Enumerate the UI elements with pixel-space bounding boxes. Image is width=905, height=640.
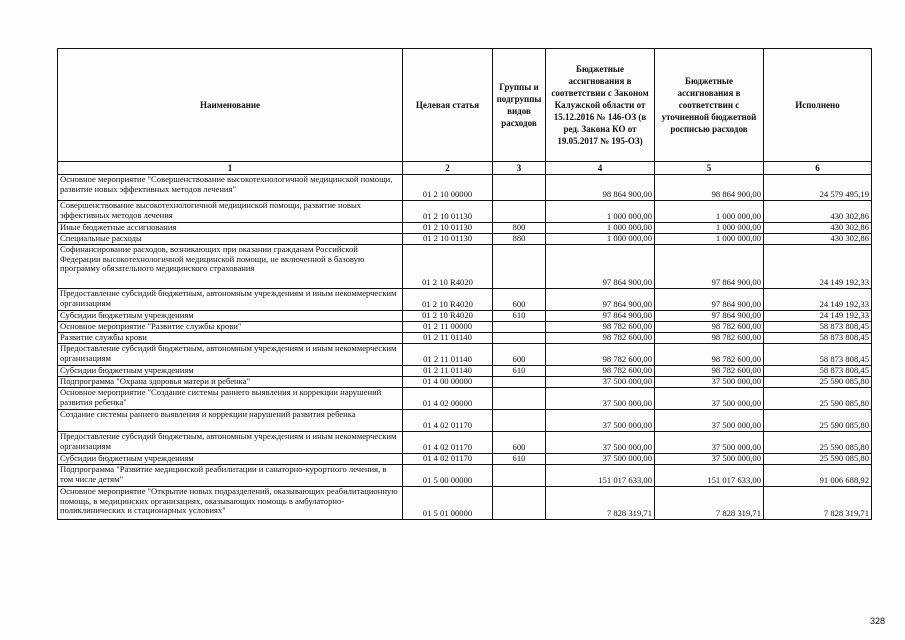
row-refined-allocation: 37 500 000,00 (655, 388, 764, 410)
row-law-allocation: 98 782 600,00 (546, 366, 655, 377)
table-row (58, 366, 872, 377)
table-row (58, 245, 872, 289)
table-row (58, 234, 872, 245)
row-law-allocation: 97 864 900,00 (546, 245, 655, 289)
row-refined-allocation: 37 500 000,00 (655, 377, 764, 388)
row-refined-allocation: 7 828 319,71 (655, 487, 764, 520)
column-number: 2 (403, 162, 493, 175)
row-refined-allocation: 97 864 900,00 (655, 245, 764, 289)
table-row (58, 388, 872, 410)
row-target-code: 01 2 10 R4020 (403, 289, 493, 311)
table-row (58, 487, 872, 520)
header-name: Наименование (58, 49, 403, 162)
row-target-code: 01 4 02 00000 (403, 388, 493, 410)
row-law-allocation: 37 500 000,00 (546, 454, 655, 465)
row-executed: 25 590 085,80 (764, 388, 872, 410)
row-executed: 7 828 319,71 (764, 487, 872, 520)
column-number: 1 (58, 162, 403, 175)
row-expense-group: 610 (493, 454, 546, 465)
row-name: Предоставление субсидий бюджетным, автономным учреждениям и иным некоммерческим организациям (58, 289, 403, 311)
row-expense-group: 600 (493, 344, 546, 366)
budget-table-sheet (57, 48, 872, 520)
row-name: Специальные расходы (58, 234, 403, 245)
row-target-code: 01 5 00 00000 (403, 465, 493, 487)
column-number: 5 (655, 162, 764, 175)
row-target-code: 01 4 02 01170 (403, 410, 493, 432)
row-name: Иные бюджетные ассигнования (58, 223, 403, 234)
table-row (58, 432, 872, 454)
row-refined-allocation: 98 782 600,00 (655, 333, 764, 344)
row-refined-allocation: 98 782 600,00 (655, 344, 764, 366)
row-law-allocation: 97 864 900,00 (546, 311, 655, 322)
row-name: Предоставление субсидий бюджетным, автономным учреждениям и иным некоммерческим организациям (58, 344, 403, 366)
row-target-code: 01 4 00 00000 (403, 377, 493, 388)
table-row (58, 223, 872, 234)
row-executed: 58 873 808,45 (764, 366, 872, 377)
table-row (58, 322, 872, 333)
row-executed: 25 590 085,80 (764, 410, 872, 432)
row-law-allocation: 98 782 600,00 (546, 333, 655, 344)
row-name: Создание системы раннего выявления и коррекции нарушений развития ребенка (58, 410, 403, 432)
row-refined-allocation: 1 000 000,00 (655, 234, 764, 245)
column-number-row (58, 162, 872, 175)
row-name: Основное мероприятие "Открытие новых подразделений, оказывающих реабилитационную помощь, в медицинских организациях, оказывающих помощь в амбулаторно-поликлинических и стационарных условиях" (58, 487, 403, 520)
row-law-allocation: 7 828 319,71 (546, 487, 655, 520)
row-executed: 58 873 808,45 (764, 333, 872, 344)
row-refined-allocation: 97 864 900,00 (655, 311, 764, 322)
row-law-allocation: 1 000 000,00 (546, 223, 655, 234)
header-law-allocations: Бюджетные ассигнования в соответствии с Законом Калужской области от 15.12.2016 № 146-ОЗ (в ред. Закона КО от 19.05.2017 № 195-ОЗ) (546, 49, 655, 162)
row-law-allocation: 98 782 600,00 (546, 344, 655, 366)
table-row (58, 377, 872, 388)
row-name: Основное мероприятие "Создание системы раннего выявления и коррекции нарушений развития ребенка" (58, 388, 403, 410)
row-expense-group: 600 (493, 432, 546, 454)
header-target-article: Целевая статья (403, 49, 493, 162)
row-name: Основное мероприятие "Совершенствование высокотехнологичной медицинской помощи, развитие новых эффективных методов лечения" (58, 175, 403, 201)
row-expense-group (493, 245, 546, 289)
row-executed: 24 149 192,33 (764, 289, 872, 311)
header-refined-allocations: Бюджетные ассигнования в соответствии с уточненной бюджетной росписью расходов (655, 49, 764, 162)
row-name: Развитие службы крови (58, 333, 403, 344)
row-name: Субсидии бюджетным учреждениям (58, 454, 403, 465)
row-expense-group (493, 175, 546, 201)
table-row (58, 201, 872, 223)
row-name: Подпрограмма "Охрана здоровья матери и ребенка" (58, 377, 403, 388)
header-executed: Исполнено (764, 49, 872, 162)
row-expense-group: 600 (493, 289, 546, 311)
row-executed: 24 149 192,33 (764, 245, 872, 289)
row-target-code: 01 2 10 01130 (403, 201, 493, 223)
header-expense-groups: Группы и подгруппы видов расходов (493, 49, 546, 162)
row-expense-group: 880 (493, 234, 546, 245)
row-executed: 25 590 085,80 (764, 432, 872, 454)
row-law-allocation: 1 000 000,00 (546, 234, 655, 245)
row-name: Субсидии бюджетным учреждениям (58, 311, 403, 322)
row-name: Подпрограмма "Развитие медицинской реабилитации и санаторно-курортного лечения, в том числе детям" (58, 465, 403, 487)
row-expense-group (493, 465, 546, 487)
row-refined-allocation: 98 782 600,00 (655, 322, 764, 333)
table-row (58, 454, 872, 465)
row-executed: 25 590 085,80 (764, 454, 872, 465)
row-target-code: 01 4 02 01170 (403, 454, 493, 465)
row-law-allocation: 37 500 000,00 (546, 432, 655, 454)
row-refined-allocation: 151 017 633,00 (655, 465, 764, 487)
row-target-code: 01 2 11 01140 (403, 333, 493, 344)
row-refined-allocation: 97 864 900,00 (655, 289, 764, 311)
table-row (58, 410, 872, 432)
column-number: 4 (546, 162, 655, 175)
row-target-code: 01 2 10 01130 (403, 234, 493, 245)
row-target-code: 01 2 11 00000 (403, 322, 493, 333)
row-target-code: 01 2 10 01130 (403, 223, 493, 234)
row-expense-group (493, 322, 546, 333)
row-executed: 91 006 688,92 (764, 465, 872, 487)
row-expense-group (493, 487, 546, 520)
row-expense-group (493, 410, 546, 432)
table-row (58, 289, 872, 311)
column-number: 6 (764, 162, 872, 175)
row-target-code: 01 2 11 01140 (403, 344, 493, 366)
row-refined-allocation: 37 500 000,00 (655, 410, 764, 432)
budget-table (57, 48, 872, 520)
table-row (58, 344, 872, 366)
row-executed: 430 302,86 (764, 201, 872, 223)
row-name: Предоставление субсидий бюджетным, автономным учреждениям и иным некоммерческим организациям (58, 432, 403, 454)
row-refined-allocation: 37 500 000,00 (655, 454, 764, 465)
header-row (58, 49, 872, 162)
row-target-code: 01 2 11 01140 (403, 366, 493, 377)
row-refined-allocation: 1 000 000,00 (655, 201, 764, 223)
row-refined-allocation: 37 500 000,00 (655, 432, 764, 454)
row-target-code: 01 2 10 R4020 (403, 245, 493, 289)
table-row (58, 311, 872, 322)
row-law-allocation: 97 864 900,00 (546, 289, 655, 311)
row-law-allocation: 98 782 600,00 (546, 322, 655, 333)
row-expense-group: 800 (493, 223, 546, 234)
row-name: Совершенствование высокотехнологичной медицинской помощи, развитие новых эффективных методов лечения (58, 201, 403, 223)
row-name: Субсидии бюджетным учреждениям (58, 366, 403, 377)
row-target-code: 01 2 10 R4020 (403, 311, 493, 322)
row-executed: 25 590 085,80 (764, 377, 872, 388)
row-executed: 430 302,86 (764, 234, 872, 245)
row-target-code: 01 2 10 00000 (403, 175, 493, 201)
row-expense-group: 610 (493, 311, 546, 322)
row-expense-group (493, 377, 546, 388)
row-law-allocation: 37 500 000,00 (546, 377, 655, 388)
row-law-allocation: 151 017 633,00 (546, 465, 655, 487)
row-expense-group (493, 388, 546, 410)
row-law-allocation: 37 500 000,00 (546, 410, 655, 432)
row-name: Основное мероприятие "Развитие службы крови" (58, 322, 403, 333)
row-executed: 24 579 495,19 (764, 175, 872, 201)
row-expense-group: 610 (493, 366, 546, 377)
row-executed: 24 149 192,33 (764, 311, 872, 322)
row-executed: 58 873 808,45 (764, 322, 872, 333)
row-expense-group (493, 201, 546, 223)
row-name: Софинансирование расходов, возникающих при оказании гражданам Российской Федерации высокотехнологичной медицинской помощи, не включенной в базовую программу обязательного медицинского страхования (58, 245, 403, 289)
table-row (58, 465, 872, 487)
page-number: 328 (869, 616, 885, 626)
row-law-allocation: 98 864 900,00 (546, 175, 655, 201)
row-executed: 430 302,86 (764, 223, 872, 234)
row-law-allocation: 1 000 000,00 (546, 201, 655, 223)
column-number: 3 (493, 162, 546, 175)
row-executed: 58 873 808,45 (764, 344, 872, 366)
row-target-code: 01 5 01 00000 (403, 487, 493, 520)
row-refined-allocation: 98 782 600,00 (655, 366, 764, 377)
row-refined-allocation: 98 864 900,00 (655, 175, 764, 201)
row-target-code: 01 4 02 01170 (403, 432, 493, 454)
row-expense-group (493, 333, 546, 344)
row-law-allocation: 37 500 000,00 (546, 388, 655, 410)
table-row (58, 175, 872, 201)
table-row (58, 333, 872, 344)
row-refined-allocation: 1 000 000,00 (655, 223, 764, 234)
